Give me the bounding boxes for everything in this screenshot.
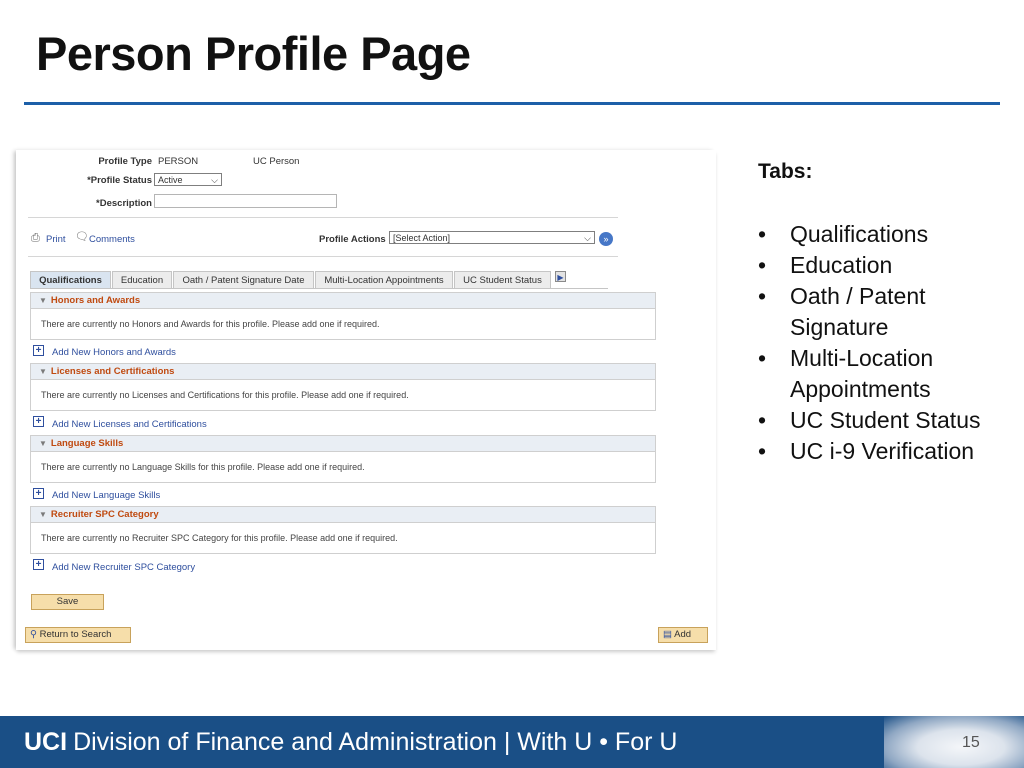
- section-empty-message: There are currently no Honors and Awards for this profile. Please add one if required.: [41, 319, 380, 329]
- collapse-triangle-icon: ▼: [39, 367, 47, 376]
- section-header[interactable]: [31, 293, 655, 309]
- tab-uc-student-status[interactable]: UC Student Status: [454, 271, 551, 288]
- search-icon: ⚲: [30, 629, 37, 640]
- section-empty-message: There are currently no Language Skills for this profile. Please add one if required.: [41, 462, 365, 472]
- section-empty-message: There are currently no Recruiter SPC Category for this profile. Please add one if required.: [41, 533, 398, 543]
- profile-status-value: Active: [158, 175, 183, 185]
- add-recruiter-spc-category-link[interactable]: Add New Recruiter SPC Category: [52, 562, 196, 573]
- add-icon[interactable]: +: [33, 488, 44, 499]
- profile-actions-label: Profile Actions: [319, 234, 386, 245]
- next-tab-arrow-icon[interactable]: ▶: [555, 271, 566, 282]
- comment-bubble-icon[interactable]: 🗨: [75, 231, 89, 243]
- list-item: • UC Student Status: [758, 407, 981, 433]
- add-button[interactable]: [658, 627, 708, 643]
- description-label: *Description: [96, 198, 152, 209]
- collapse-triangle-icon: ▼: [39, 510, 47, 519]
- description-input[interactable]: [154, 194, 337, 208]
- section-title: Language Skills: [50, 438, 124, 449]
- title-divider: [24, 102, 1000, 105]
- divider: [28, 256, 618, 257]
- section-header[interactable]: [31, 507, 655, 523]
- section-empty-message: There are currently no Licenses and Certifications for this profile. Please add one if required.: [41, 390, 409, 400]
- add-label: Add: [674, 629, 692, 640]
- profile-status-select[interactable]: [154, 173, 222, 186]
- collapse-triangle-icon: ▼: [39, 296, 47, 305]
- profile-screenshot: [16, 150, 716, 650]
- list-item: • UC i-9 Verification: [758, 438, 975, 464]
- list-item: • Oath / Patent Signature: [758, 283, 926, 340]
- footer-org-text: Division of Finance and Administration | With U • For U: [73, 728, 678, 756]
- tabs-bullet-list: [758, 219, 1018, 467]
- section-title: Licenses and Certifications: [50, 366, 175, 377]
- profile-actions-value: [Select Action]: [393, 233, 451, 243]
- section-language-skills: [30, 435, 656, 483]
- save-button[interactable]: Save: [31, 594, 104, 610]
- divider: [30, 288, 608, 289]
- tab-education[interactable]: Education: [112, 271, 172, 288]
- profile-type-label: Profile Type: [98, 156, 152, 167]
- footer-org-name: [24, 728, 677, 757]
- add-language-skills-link[interactable]: Add New Language Skills: [52, 490, 161, 501]
- tab-oath-patent-signature-date[interactable]: Oath / Patent Signature Date: [173, 271, 314, 288]
- add-icon[interactable]: +: [33, 345, 44, 356]
- slide-title: Person Profile Page: [36, 27, 471, 80]
- section-honors-awards: [30, 292, 656, 340]
- add-page-icon: ▤: [663, 629, 672, 640]
- section-header[interactable]: [31, 436, 655, 452]
- section-licenses-certifications: [30, 363, 656, 411]
- print-link[interactable]: Print: [46, 234, 66, 245]
- add-licenses-certifications-link[interactable]: Add New Licenses and Certifications: [52, 419, 207, 430]
- uci-logo: UCI: [24, 728, 68, 756]
- comments-link[interactable]: Comments: [89, 234, 135, 245]
- printer-icon[interactable]: ⎙: [31, 232, 40, 244]
- divider: [28, 217, 618, 218]
- profile-type-description: UC Person: [253, 156, 300, 167]
- section-recruiter-spc-category: [30, 506, 656, 554]
- collapse-triangle-icon: ▼: [39, 439, 47, 448]
- tab-qualifications[interactable]: Qualifications: [30, 271, 111, 288]
- return-to-search-button[interactable]: [25, 627, 131, 643]
- section-header[interactable]: [31, 364, 655, 380]
- section-title: Honors and Awards: [50, 295, 141, 306]
- tab-multi-location-appointments[interactable]: Multi-Location Appointments: [315, 271, 453, 288]
- profile-status-label: *Profile Status: [87, 175, 152, 186]
- page-number: 15: [962, 734, 980, 751]
- list-item: • Multi-Location Appointments: [758, 345, 934, 402]
- list-item: • Qualifications: [758, 221, 929, 247]
- tabs-heading: Tabs:: [758, 160, 813, 183]
- go-arrow-icon[interactable]: »: [599, 232, 613, 246]
- add-honors-awards-link[interactable]: Add New Honors and Awards: [52, 347, 176, 358]
- profile-actions-select[interactable]: [389, 231, 595, 244]
- profile-type-value: PERSON: [158, 156, 199, 167]
- list-item: • Education: [758, 252, 893, 278]
- footer-bar: [0, 716, 1024, 768]
- add-icon[interactable]: +: [33, 559, 44, 570]
- return-to-search-label: Return to Search: [39, 629, 112, 640]
- chevron-down-icon: ⌵: [211, 175, 218, 185]
- add-icon[interactable]: +: [33, 416, 44, 427]
- section-title: Recruiter SPC Category: [50, 509, 159, 520]
- chevron-down-icon: ⌵: [584, 233, 591, 243]
- footer-highlight: [884, 716, 1024, 768]
